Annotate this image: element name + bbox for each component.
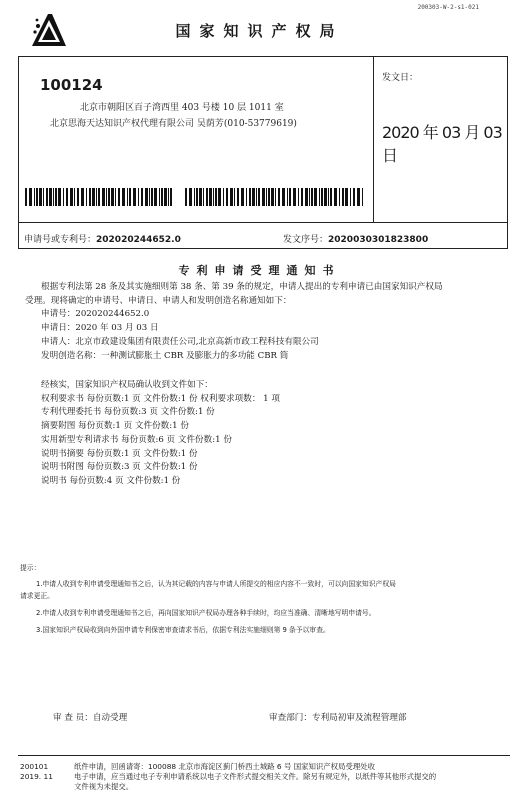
application-number-label: 申请号或专利号： [24,235,97,245]
footer-line-2: 电子申请，应当通过电子专利申请系统以电子文件形式提交相关文件。除另有规定外，以纸件等其他形式提交的 [74,772,437,781]
examiner: 审 查 员：自动受理 [53,713,128,723]
tip-1-line-2: 请求更正。 [20,592,54,600]
box-divider [373,56,374,222]
document-code: 200303-W-2-s1-021 [417,4,479,11]
footer-line-3: 文件视为未提交。 [74,782,134,791]
box-bottom-border [18,248,508,249]
footer-divider [18,755,510,756]
intro-line-1: 根据专利法第 28 条及其实施细则第 38 条、第 39 条的规定，申请人提出的专利申请已由国家知识产权局 [41,282,443,292]
serial-number-row [283,232,428,245]
issue-date-label: 发文日： [382,73,419,83]
intro-line-2: 受理。现将确定的申请号、申请日、申请人和发明创造名称通知如下： [25,295,292,306]
file-item: 说明书 每份页数:4 页 文件份数:1 份 [41,475,181,486]
box-left-border [18,56,19,248]
tips-heading: 提示： [20,564,41,572]
verify-line: 经核实，国家知识产权局确认收到文件如下： [41,380,213,390]
examining-department: 审查部门：专利局初审及流程管理部 [269,713,407,723]
office-title: 国家知识产权局 [175,22,344,40]
received-files [41,379,501,489]
barcode-left [25,188,175,206]
application-number: 202020244652.0 [96,235,181,245]
notice-body [25,281,510,363]
box-top-border [18,56,508,57]
postcode: 100124 [40,76,103,94]
recipient-agency: 北京思海天达知识产权代理有限公司 吴荫芳(010-53779619) [50,119,297,129]
field-invention-title: 发明创造名称：一种测试膨胀土 CBR 及膨胀力的多功能 CBR 筒 [41,350,289,361]
file-item: 说明书摘要 每份页数:1 页 文件份数:1 份 [41,448,198,459]
tip-3: 3.国家知识产权局收到向外国申请专利保密审查请求书后，依据专利法实施细则第 9 条予以审查。 [36,626,330,634]
file-item: 专利代理委托书 每份页数:3 页 文件份数:1 份 [41,407,215,418]
tip-1-line-1: 1.申请人收到专利申请受理通知书之后，认为其记载的内容与申请人所提交的相应内容不一致时，可以向国家知识产权局 [36,580,396,588]
tips-section [20,562,512,636]
footer-code-2: 2019. 11 [20,772,53,781]
footer-notes [74,762,514,792]
footer-code-1: 200101 [20,762,49,771]
serial-number-label: 发文序号： [283,235,329,245]
barcode-right [185,188,365,206]
file-item: 权利要求书 每份页数:1 页 文件份数:1 份 权利要求项数： 1 项 [41,393,280,404]
tip-2: 2.申请人收到专利申请受理通知书之后，再向国家知识产权局办理各种手续时，均应当准确、清晰地写明申请号。 [36,609,376,617]
field-application-number: 申请号：202020244652.0 [41,309,150,320]
application-number-row [24,232,181,245]
recipient-address: 北京市朝阳区百子湾西里 403 号楼 10 层 1011 室 [80,103,284,113]
file-item: 实用新型专利请求书 每份页数:6 页 文件份数:1 份 [41,434,232,445]
box-mid-border [18,222,508,223]
serial-number: 2020030301823800 [328,235,429,245]
issue-date: 2020 年 03 月 03 日 [382,123,502,165]
field-applicant: 申请人：北京市政建设集团有限责任公司,北京高新市政工程科技有限公司 [41,336,319,347]
footer-line-1: 纸件申请，回函请寄：100088 北京市海淀区蓟门桥西土城路 6 号 国家知识产权局受理处收 [74,762,375,771]
file-item: 说明书附图 每份页数:3 页 文件份数:1 份 [41,462,198,473]
file-item: 摘要附图 每份页数:1 页 文件份数:1 份 [41,421,189,432]
field-application-date: 申请日：2020 年 03 月 03 日 [41,323,159,334]
notice-title: 专利申请受理通知书 [178,264,341,277]
